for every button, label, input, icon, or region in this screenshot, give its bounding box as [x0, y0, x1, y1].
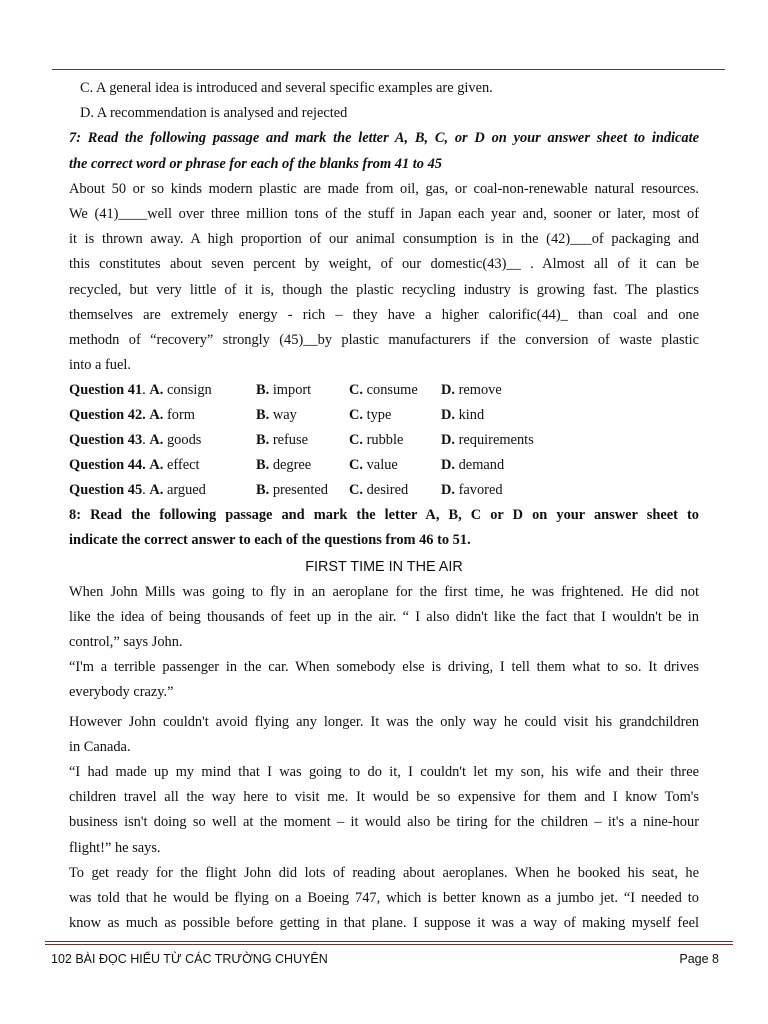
option-b: import	[272, 382, 312, 399]
passage-line: When John Mills was going to fly in an aeroplane for the first time, he was frightened. He did not	[69, 583, 699, 600]
question-number: Question 42.	[69, 407, 146, 424]
passage-line: methodn of “recovery” strongly (45)__by plastic manufacturers if the conversion of waste plastic	[69, 331, 699, 348]
page-number: Page 8	[679, 952, 719, 966]
passage-line: themselves are extremely energy - rich – they have a higher calorific(44)_ than coal and one	[69, 306, 699, 323]
section8-passage	[69, 580, 699, 937]
option-a-label: A.	[149, 457, 164, 474]
question-row-43: Question 43. A. goods B. refuse C. rubble D. requirements	[69, 428, 699, 453]
option-a-label: A.	[149, 382, 164, 399]
option-d: requirements	[458, 432, 534, 449]
section7-passage	[69, 177, 699, 379]
section8-heading-line1: 8: Read the following passage and mark the letter A, B, C or D on your answer sheet to	[69, 507, 699, 524]
option-b: degree	[272, 457, 312, 474]
question-row-44	[69, 453, 699, 478]
option-b-label: B.	[256, 407, 270, 424]
header-rule	[52, 69, 725, 70]
page-footer	[45, 949, 733, 969]
passage-line: We (41)____well over three million tons of the stuff in Japan each year and, sooner or later, most of	[69, 205, 699, 222]
passage-line: recycled, but very little of it is, though the plastic recycling industry is growing fast. The plastics	[69, 281, 699, 298]
passage-line: “I had made up my mind that I was going to do it, I couldn't let my son, his wife and their three	[69, 763, 699, 780]
option-c: value	[366, 457, 398, 474]
passage-line: like the idea of being thousands of feet up in the air. “ I also didn't like the fact that I wouldn't be in	[69, 608, 699, 625]
passage-line: control,” says John.	[69, 634, 183, 650]
option-b: way	[272, 407, 297, 424]
passage-line: was told that he would be flying on a Boeing 747, which is better known as a jumbo jet. “I needed to	[69, 889, 699, 906]
section7-heading-line2: the correct word or phrase for each of the blanks from 41 to 45	[69, 155, 442, 172]
passage-line: into a fuel.	[69, 357, 131, 374]
question-table	[69, 378, 699, 503]
option-c-label: C.	[349, 382, 363, 399]
option-a-label: A.	[149, 482, 164, 499]
passage-line: business isn't doing so well at the moment – it would also be tiring for the children – it's a nine-hour	[69, 814, 699, 831]
passage-line: children travel all the way here to visit me. It would be so expensive for them and I know Tom's	[69, 789, 699, 806]
question-row-45: Question 45. A. argued B. presented C. desired D. favored	[69, 478, 699, 503]
option-c-label: C.	[349, 457, 363, 474]
option-a: goods	[166, 432, 202, 449]
question-number: Question 45	[69, 482, 143, 499]
option-c-label: C.	[349, 432, 363, 449]
section8-heading-line2: indicate the correct answer to each of the questions from 46 to 51.	[69, 532, 471, 549]
passage-line: everybody crazy.”	[69, 684, 174, 701]
passage-title: FIRST TIME IN THE AIR	[305, 558, 463, 575]
option-c: type	[366, 407, 392, 424]
option-d-text: D. A recommendation is analysed and rejected	[80, 105, 348, 122]
question-row-42	[69, 403, 699, 428]
passage-line: About 50 or so kinds modern plastic are made from oil, gas, or coal-non-renewable natural resources.	[69, 180, 699, 197]
option-d-label: D.	[441, 382, 455, 399]
passage-line: this constitutes about seven percent by weight, of our domestic(43)__ . Almost all of it can be	[69, 256, 699, 273]
option-d-label: D.	[441, 482, 455, 499]
option-d: kind	[458, 407, 485, 424]
option-d: favored	[458, 482, 503, 499]
option-c-text: C. A general idea is introduced and several specific examples are given.	[80, 80, 493, 96]
option-a: consign	[166, 382, 212, 399]
passage-line: it is thrown away. A high proportion of our animal consumption is in the (42)___of packaging and	[69, 231, 699, 248]
passage-line: know as much as possible before getting in that plane. I suppose it was a way of making myself feel	[69, 915, 699, 932]
footer-rule	[45, 944, 733, 945]
question-number: Question 43	[69, 432, 143, 449]
option-b-label: B.	[256, 432, 270, 449]
option-d: demand	[458, 457, 505, 474]
option-a-label: A.	[149, 407, 164, 424]
option-c: rubble	[366, 432, 404, 449]
option-c: desired	[366, 482, 409, 499]
question-number: Question 44.	[69, 457, 146, 474]
document-page	[69, 76, 699, 936]
option-d-label: D.	[441, 457, 455, 474]
question-number: Question 41	[69, 382, 143, 399]
option-c: consume	[366, 382, 418, 399]
passage-line: “I'm a terrible passenger in the car. When somebody else is driving, I tell them what to so. It drives	[69, 659, 699, 676]
passage-line: To get ready for the flight John did lots of reading about aeroplanes. When he booked his seat, he	[69, 864, 699, 881]
option-c-label: C.	[349, 482, 363, 499]
passage-line: in Canada.	[69, 738, 131, 755]
passage-line: flight!” he says.	[69, 839, 161, 856]
option-b-label: B.	[256, 382, 270, 399]
passage-line: However John couldn't avoid flying any longer. It was the only way he could visit his grandchildren	[69, 713, 699, 730]
option-d-label: D.	[441, 432, 455, 449]
question-row-41: Question 41. A. consign B. import C. consume D. remove	[69, 378, 699, 403]
option-b: presented	[272, 482, 328, 499]
section7-heading-line1: 7: Read the following passage and mark the letter A, B, C, or D on your answer sheet to indicate	[69, 130, 699, 147]
option-a: form	[166, 407, 195, 424]
footer-book-title: 102 BÀI ĐỌC HIỂU TỪ CÁC TRƯỜNG CHUYÊN	[51, 952, 328, 966]
option-b-label: B.	[256, 482, 270, 499]
option-a: argued	[166, 482, 206, 499]
option-d-label: D.	[441, 407, 455, 424]
footer-rule	[45, 941, 733, 942]
option-b-label: B.	[256, 457, 270, 474]
option-a-label: A.	[149, 432, 164, 449]
option-a: effect	[166, 457, 200, 474]
option-c-label: C.	[349, 407, 363, 424]
option-d: remove	[458, 382, 502, 399]
option-b: refuse	[272, 432, 308, 449]
